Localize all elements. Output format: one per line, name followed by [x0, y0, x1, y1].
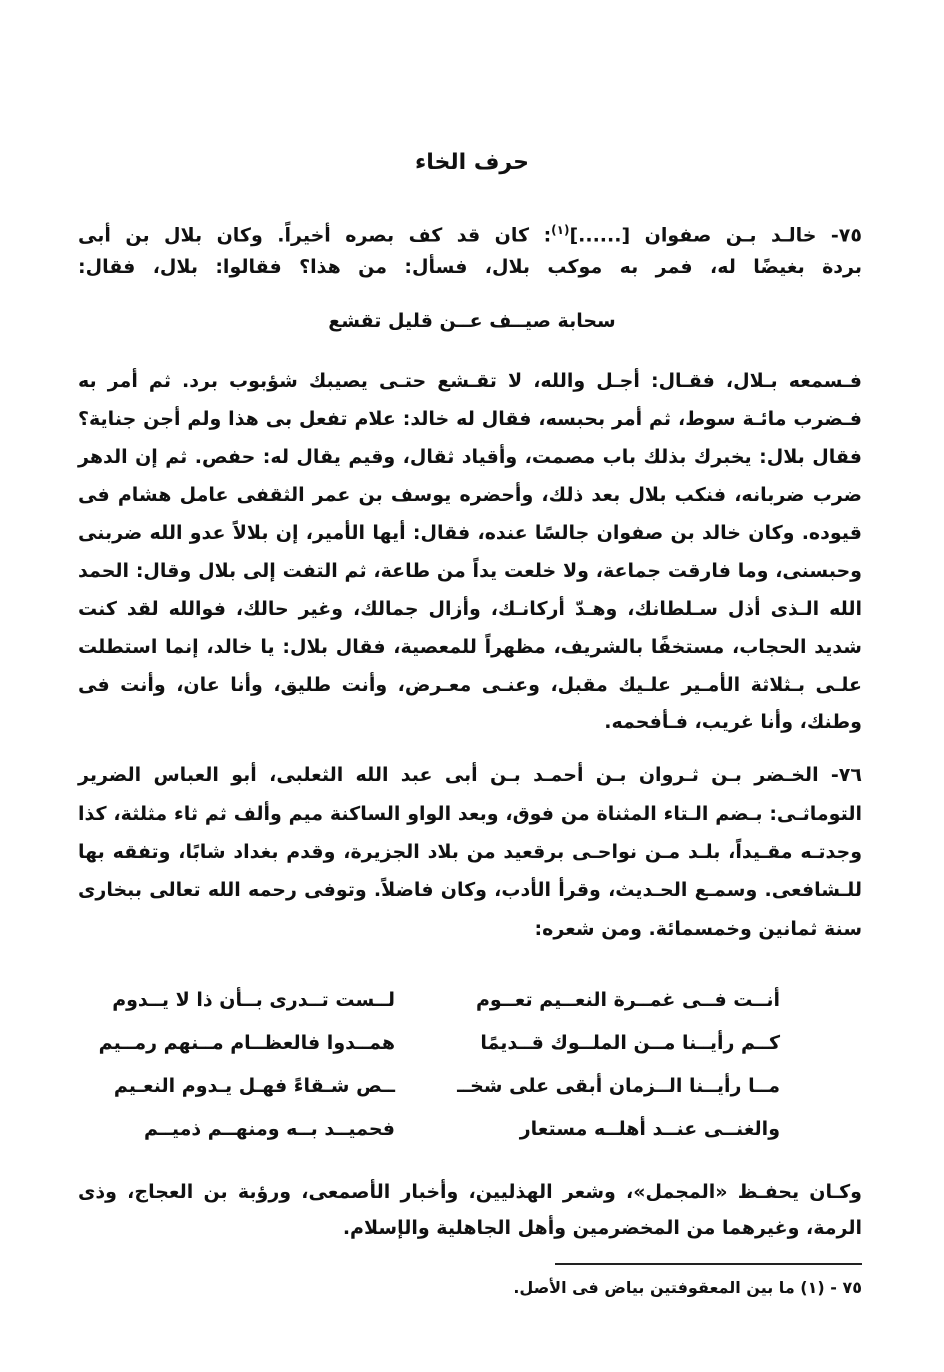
paragraph-line: فقال بلال: يخبرك بذلك باب مصمت، وأقياد ثقال، وقيم يقال له: حفص. ثم إن الدهر [78, 446, 862, 468]
hemistich-second: فحميــد بــه ومنهــم ذميــم [144, 1118, 395, 1140]
text: : كان قد كف بصره أخيراً. وكان بلال بن أبى [78, 224, 552, 247]
paragraph-line: للـشافعى. وسمـع الحـديث، وقرأ الأدب، وكان فاضلاً. وتوفى رحمه الله تعالى ببخارى [78, 879, 862, 901]
page-title: حرف الخاء [415, 150, 529, 175]
paragraph-line: فـسمعه بـلال، فقـال: أجـل والله، لا تقـشع حتـى يصيبك شؤبوب برد. ثم أمر به [78, 370, 862, 392]
paragraph-line: وكـان يحفـظ «المجمل»، وشعر الهذليين، وأخبار الأصمعى، ورؤبة بن العجاج، وذى [78, 1181, 862, 1203]
footnote-ref[interactable]: (١) [551, 223, 570, 237]
paragraph-line: الرمة، وغيرهما من المخضرمين وأهل الجاهلية والإسلام. [342, 1217, 862, 1239]
verse-line [98, 1026, 780, 1060]
hemistich-second: ــص شـقاءً فهـل يـدوم النعـيم [113, 1075, 395, 1097]
hemistich-second: همــدوا فالعظــام مــنهم رمــيم [98, 1032, 395, 1054]
entry-75-line [78, 213, 862, 247]
hemistich-first: أنــت فــى غمــرة النعــيم تعــوم [475, 989, 780, 1011]
entry-76-heading: ٧٦- الخـضر بـن ثـروان بـن أحمـد بـن أبى عبد الله الثعلبى، أبو العباس الضرير [78, 764, 862, 786]
lacuna: [......] [569, 224, 645, 247]
verse-line [144, 1112, 780, 1146]
paragraph-line: الله الـذى أذل سـلطانك، وهـدّ أركانـك، وأزال جمالك، وغير حالك، فوالله لقد كنت [78, 598, 862, 620]
paragraph-line: فـضرب مائـة سوط، ثم أمر بحبسه، فقال له خالد: علام تفعل بى هذا ولم أجن جناية؟ [78, 408, 862, 430]
paragraph-line: شديد الحجاب، مستخفًا بالشريف، مظهراً للمعصية، فقال بلال: يا خالد، إنما استطلت [78, 636, 862, 658]
hemistich-first: كــم رأيــنا مــن الملــوك قــديمًا [480, 1032, 780, 1054]
paragraph-line: سنة ثمانين وخمسمائة. ومن شعره: [534, 918, 862, 940]
footnote-divider [555, 1263, 862, 1265]
hemistich-second: لــست تــدرى بــأن ذا لا يــدوم [112, 989, 395, 1011]
entry-75-heading: ٧٥- خالـد بـن صفوان [644, 224, 862, 247]
footnote: ٧٥ - (١) ما بين المعقوفتين بياض فى الأصل. [513, 1278, 862, 1297]
nisba: التوماثـى: [769, 803, 862, 825]
paragraph-line: ضرب ضربانه، فنكب بلال بعد ذلك، وأحضره يوسف بن عمر الثقفى عامل هشام فى [78, 484, 862, 506]
entry-75-line: بردة بغيضًا له، فمر به موكب بلال، فسأل: من هذا؟ فقالوا: بلال، فقال: [78, 256, 862, 278]
paragraph-line [78, 797, 862, 831]
paragraph-line: قيوده. وكان خالد بن صفوان جالسًا عنده، فقال: أيها الأمير، إن بلالاً عدو الله ضربنى [78, 522, 862, 544]
paragraph-line: وحبسنى، وما فارقت جماعة، ولا خلعت يداً من طاعة، ثم التفت إلى بلال وقال: الحمد [78, 560, 862, 582]
verse-quote: سحابة صيــف عــن قليل تقشع [328, 310, 616, 332]
hemistich-first: مــا رأيــنا الــزمان أبقى على شخــ [457, 1075, 780, 1097]
verse-line [112, 983, 780, 1017]
paragraph-line: علـى بـثلاثة الأمـير علـيك مقبل، وعنـى معـرض، وأنت طليق، وأنا عان، وأنت فى [78, 674, 862, 696]
verse-line [113, 1069, 780, 1103]
paragraph-line: وطنك، وأنا غريب، فـأفحمه. [604, 711, 862, 733]
text: بـضم الـتاء المثناة من فوق، وبعد الواو الساكنة ميم وألف ثم ثاء مثلثة، كذا [78, 803, 770, 825]
hemistich-first: والغنــى عنــد أهلــه مستعار [519, 1118, 780, 1140]
paragraph-line: وجدتـه مقـيداً، بلـد مـن نواحـى برقعيد من بلاد الجزيرة، وقدم بغداد شابًا، وتفقه بها [78, 841, 862, 863]
